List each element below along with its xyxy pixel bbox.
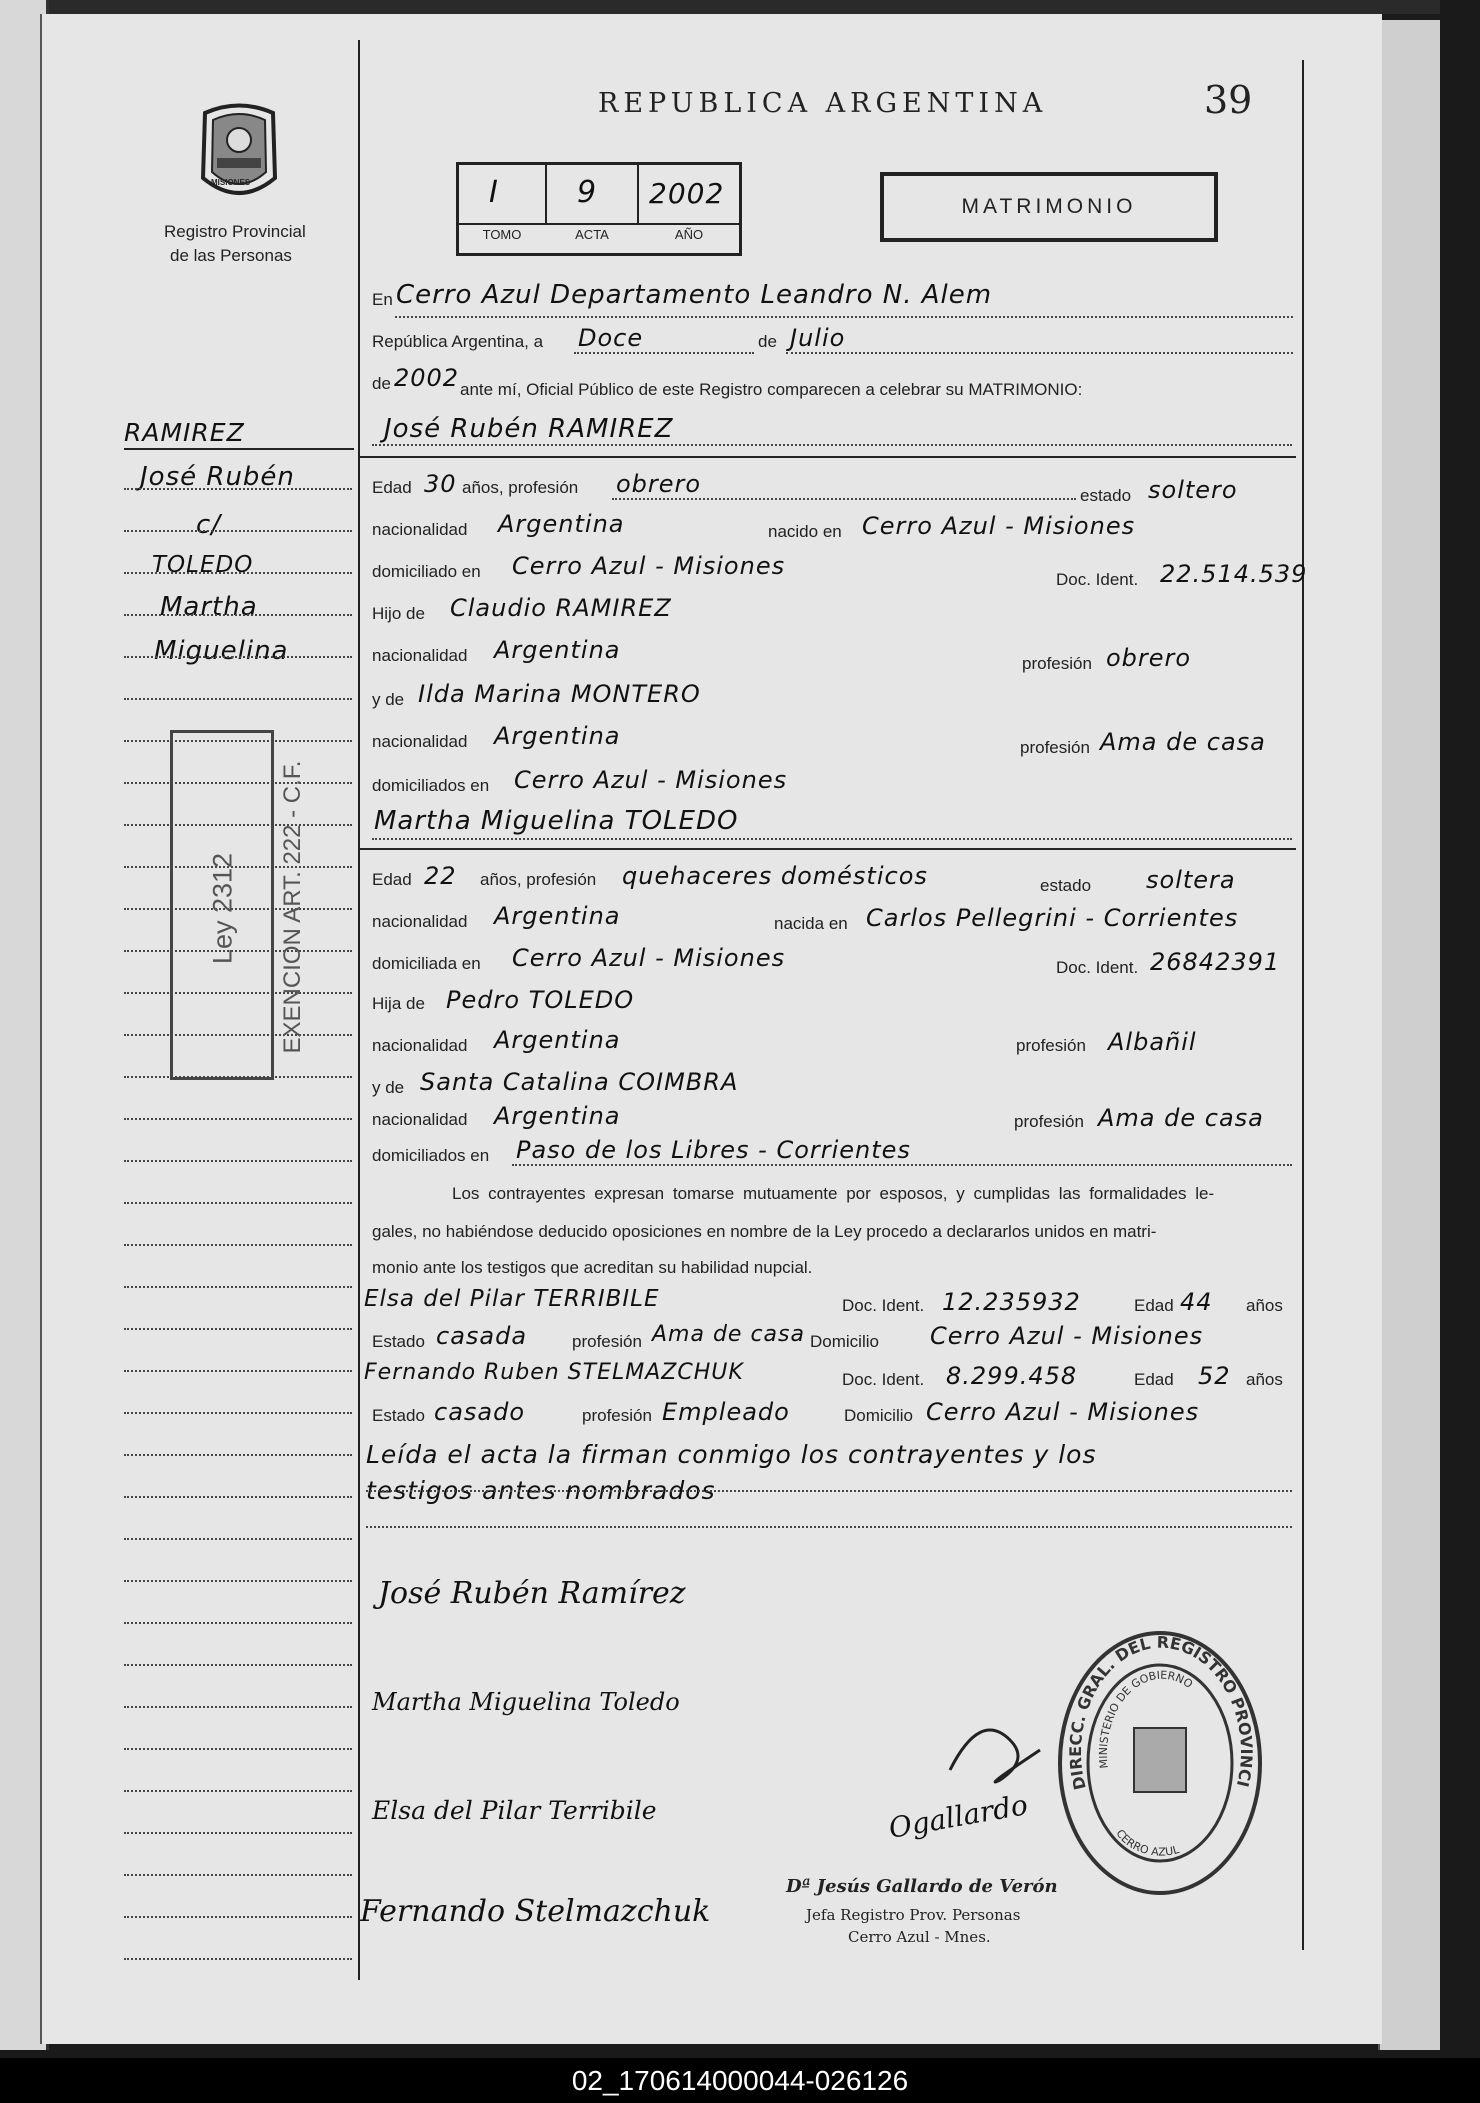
bride-father: Pedro TOLEDO xyxy=(446,986,635,1014)
seal-text: MISIONES xyxy=(211,178,251,187)
place-line xyxy=(395,316,1293,318)
margin-ruling-line xyxy=(124,530,352,532)
month-value: Julio xyxy=(790,324,846,352)
groom-mother-prof-label: profesión xyxy=(1020,738,1090,757)
registry-name-line1: Registro Provincial xyxy=(164,222,306,241)
doc-type-box: MATRIMONIO xyxy=(880,172,1218,242)
witness2-estado-label: Estado xyxy=(372,1406,425,1425)
groom-dom-label: domiciliado en xyxy=(372,562,481,581)
groom-signature: José Rubén Ramírez xyxy=(378,1576,686,1611)
page-title: REPUBLICA ARGENTINA xyxy=(598,88,1048,119)
groom-father-profession: obrero xyxy=(1106,644,1192,672)
margin-given-name: José Rubén xyxy=(140,462,295,492)
witness2-anos-label: años xyxy=(1246,1370,1283,1389)
groom-anos-label: años, profesión xyxy=(462,478,579,497)
groom-parents-dom-label: domiciliados en xyxy=(372,776,490,795)
official-stamp-line3: Cerro Azul - Mnes. xyxy=(848,1928,991,1946)
right-rule xyxy=(1302,60,1304,1950)
page-edge xyxy=(1378,20,1440,2050)
month-line xyxy=(786,352,1293,354)
margin-ruling-line xyxy=(124,1496,352,1498)
bride-nacida-label: nacida en xyxy=(774,914,848,933)
record-id-box xyxy=(456,162,742,256)
tomo-cell xyxy=(459,165,547,223)
bride-father-profession: Albañil xyxy=(1108,1028,1197,1056)
margin-ruling-line xyxy=(124,1748,352,1750)
round-stamp-bottom: CERRO AZUL xyxy=(1113,1827,1181,1859)
witness1-prof-label: profesión xyxy=(572,1332,642,1351)
witness1-edad-label: Edad xyxy=(1134,1296,1174,1315)
groom-age: 30 xyxy=(424,470,457,498)
margin-ruling-line xyxy=(124,1160,352,1162)
groom-section-rule xyxy=(360,456,1296,458)
bride-mother-profession: Ama de casa xyxy=(1098,1104,1264,1132)
bride-birthplace: Carlos Pellegrini - Corrientes xyxy=(866,904,1239,932)
de-label-2: de xyxy=(372,374,391,393)
bride-nat-label: nacionalidad xyxy=(372,912,468,931)
declaration-line3: monio ante los testigos que acreditan su habilidad nupcial. xyxy=(372,1258,813,1277)
margin-ruling-line xyxy=(124,1286,352,1288)
groom-mother-nat-label: nacionalidad xyxy=(372,732,468,751)
de-label: de xyxy=(758,332,777,351)
margin-rule-line xyxy=(124,448,354,450)
groom-name-line xyxy=(372,444,1292,446)
acta-label: ACTA xyxy=(575,227,609,242)
bride-mother-nat-label: nacionalidad xyxy=(372,1110,468,1129)
margin-surname: RAMIREZ xyxy=(124,418,245,447)
witness1-doc: 12.235932 xyxy=(942,1288,1081,1316)
margin-ruling-line xyxy=(124,1832,352,1834)
margin-conj: c/ xyxy=(196,510,222,540)
groom-father-nat-label: nacionalidad xyxy=(372,646,468,665)
bride-full-name: Martha Miguelina TOLEDO xyxy=(374,806,739,836)
bride-civil-status: soltera xyxy=(1146,866,1236,894)
groom-father: Claudio RAMIREZ xyxy=(450,594,672,622)
witness1-name: Elsa del Pilar TERRIBILE xyxy=(364,1286,660,1312)
margin-given-name3: Miguelina xyxy=(154,636,289,666)
witness1-domicile: Cerro Azul - Misiones xyxy=(930,1322,1204,1350)
groom-nat-label: nacionalidad xyxy=(372,520,468,539)
groom-estado-label: estado xyxy=(1080,486,1132,505)
margin-ruling-line xyxy=(124,1538,352,1540)
witness2-civil-status: casado xyxy=(434,1398,526,1426)
bride-parents-dom-label: domiciliados en xyxy=(372,1146,490,1165)
bride-signature: Martha Miguelina Toledo xyxy=(372,1688,680,1716)
round-stamp-outer: DIRECC. GRAL. DEL REGISTRO PROVINCI xyxy=(1065,1632,1257,1792)
witness1-profession: Ama de casa xyxy=(652,1322,805,1347)
groom-doc-label: Doc. Ident. xyxy=(1056,570,1139,589)
margin-ruling-line xyxy=(124,698,352,700)
bride-profession: quehaceres domésticos xyxy=(622,862,928,890)
round-stamp-inner: MINISTERIO DE GOBIERNO xyxy=(1096,1668,1195,1770)
margin-ruling-line xyxy=(124,1790,352,1792)
closing-line2: testigos antes nombrados xyxy=(366,1476,716,1505)
folio-number: 39 xyxy=(1204,78,1253,122)
margin-ruling-line xyxy=(124,614,352,616)
groom-edad-label: Edad xyxy=(372,478,412,497)
bride-mother-prof-label: profesión xyxy=(1014,1112,1084,1131)
witness1-anos-label: años xyxy=(1246,1296,1283,1315)
bride-age: 22 xyxy=(424,862,457,890)
bride-mother-nationality: Argentina xyxy=(494,1102,621,1130)
bride-dom-label: domiciliada en xyxy=(372,954,481,973)
registry-round-stamp xyxy=(1056,1628,1264,1898)
record-id-divider xyxy=(459,223,739,225)
provincial-seal xyxy=(195,98,283,208)
margin-ruling-line xyxy=(124,1412,352,1414)
bride-doc-label: Doc. Ident. xyxy=(1056,958,1139,977)
svg-text:CERRO AZUL xyxy=(1113,1827,1181,1859)
statement-text: ante mí, Oficial Público de este Registro comparecen a celebrar su MATRIMONIO: xyxy=(460,380,1083,399)
margin-ruling-line xyxy=(124,1706,352,1708)
bride-father-nat-label: nacionalidad xyxy=(372,1036,468,1055)
bride-domicile: Cerro Azul - Misiones xyxy=(512,944,786,972)
margin-ruling-line xyxy=(124,1580,352,1582)
closing-line-2-rule xyxy=(366,1526,1292,1528)
bride-anos-label: años, profesión xyxy=(480,870,597,889)
bride-father-prof-label: profesión xyxy=(1016,1036,1086,1055)
place-value: Cerro Azul Departamento Leandro N. Alem xyxy=(396,280,993,310)
groom-yde-label: y de xyxy=(372,690,405,709)
margin-ruling-line xyxy=(124,1370,352,1372)
groom-father-nationality: Argentina xyxy=(494,636,621,664)
margin-ruling-line xyxy=(124,1622,352,1624)
bride-mother: Santa Catalina COIMBRA xyxy=(420,1068,739,1096)
exemption-stamp xyxy=(170,730,306,1080)
bride-parents-dom-line xyxy=(512,1164,1292,1166)
groom-nationality: Argentina xyxy=(498,510,625,538)
groom-profession: obrero xyxy=(616,470,702,498)
witness2-age: 52 xyxy=(1198,1362,1231,1390)
year-value: 2002 xyxy=(394,364,460,392)
top-shadow xyxy=(40,0,1440,14)
official-signature: Ogallardo xyxy=(886,1788,1031,1845)
margin-ruling-line xyxy=(124,1244,352,1246)
groom-mother-profession: Ama de casa xyxy=(1100,728,1266,756)
exemption-stamp-line1: Ley 2312 xyxy=(207,852,238,965)
groom-mother-nationality: Argentina xyxy=(494,722,621,750)
declaration-line2: gales, no habiéndose deducido oposiciones en nombre de la Ley procedo a declararlos unidos en matri- xyxy=(372,1222,1157,1241)
day-value: Doce xyxy=(578,324,644,352)
official-signature-flourish xyxy=(940,1700,1060,1805)
groom-nacido-label: nacido en xyxy=(768,522,842,541)
bride-yde-label: y de xyxy=(372,1078,405,1097)
witness1-doc-label: Doc. Ident. xyxy=(842,1296,925,1315)
margin-ruling-line xyxy=(124,1202,352,1204)
bride-estado-label: estado xyxy=(1040,876,1092,895)
image-code-footer: 02_170614000044-026126 xyxy=(0,2058,1480,2103)
groom-full-name: José Rubén RAMIREZ xyxy=(384,414,674,444)
witness2-dom-label: Domicilio xyxy=(844,1406,913,1425)
groom-hijo-label: Hijo de xyxy=(372,604,425,623)
witness2-doc-label: Doc. Ident. xyxy=(842,1370,925,1389)
groom-parents-domicile: Cerro Azul - Misiones xyxy=(514,766,788,794)
witness2-signature: Fernando Stelmazchuk xyxy=(360,1894,711,1929)
groom-domicile: Cerro Azul - Misiones xyxy=(512,552,786,580)
official-stamp-line2: Jefa Registro Prov. Personas xyxy=(806,1906,1021,1924)
margin-ruling-line xyxy=(124,1328,352,1330)
margin-ruling-line xyxy=(124,1118,352,1120)
groom-birthplace: Cerro Azul - Misiones xyxy=(862,512,1136,540)
margin-surname2: TOLEDO xyxy=(152,552,254,578)
ano-label: AÑO xyxy=(674,227,704,242)
witness2-domicile: Cerro Azul - Misiones xyxy=(926,1398,1200,1426)
margin-ruling-line xyxy=(124,488,352,490)
official-stamp-line1: Dª Jesús Gallardo de Verón xyxy=(786,1876,1058,1897)
witness1-age: 44 xyxy=(1180,1288,1213,1316)
witness1-estado-label: Estado xyxy=(372,1332,425,1351)
witness1-civil-status: casada xyxy=(436,1322,528,1350)
republica-label: República Argentina, a xyxy=(372,332,544,351)
groom-civil-status: soltero xyxy=(1148,476,1238,504)
bride-name-line xyxy=(372,838,1292,840)
tomo-value: I xyxy=(489,175,499,210)
witness2-prof-label: profesión xyxy=(582,1406,652,1425)
margin-ruling-line xyxy=(124,572,352,574)
closing-line1: Leída el acta la firman conmigo los contrayentes y los xyxy=(366,1440,1097,1469)
bride-nationality: Argentina xyxy=(494,902,621,930)
bride-parents-domicile: Paso de los Libres - Corrientes xyxy=(516,1136,911,1164)
registry-name-line2: de las Personas xyxy=(170,246,292,265)
margin-rule xyxy=(358,40,360,1980)
bride-doc: 26842391 xyxy=(1150,948,1281,976)
groom-father-prof-label: profesión xyxy=(1022,654,1092,673)
day-line xyxy=(574,352,754,354)
groom-mother: Ilda Marina MONTERO xyxy=(418,680,701,708)
margin-ruling-line xyxy=(124,1916,352,1918)
witness1-signature: Elsa del Pilar Terribile xyxy=(372,1796,657,1825)
ano-value: 2002 xyxy=(649,177,725,210)
margin-ruling-line xyxy=(124,656,352,658)
bride-hija-label: Hija de xyxy=(372,994,425,1013)
closing-line-1-rule xyxy=(366,1490,1292,1492)
witness2-doc: 8.299.458 xyxy=(946,1362,1078,1390)
tomo-label: TOMO xyxy=(482,227,522,242)
bride-edad-label: Edad xyxy=(372,870,412,889)
witness2-profession: Empleado xyxy=(662,1398,790,1426)
acta-value: 9 xyxy=(577,175,598,210)
exemption-stamp-line2: EXENCION ART. 222 - C.F. xyxy=(279,760,306,1054)
en-label: En xyxy=(372,290,393,309)
margin-ruling-line xyxy=(124,1454,352,1456)
witness1-dom-label: Domicilio xyxy=(810,1332,879,1351)
bride-father-nationality: Argentina xyxy=(494,1026,621,1054)
bride-section-rule xyxy=(360,848,1296,850)
declaration-line1: Los contrayentes expresan tomarse mutuamente por esposos, y cumplidas las formalidades le- xyxy=(452,1184,1215,1203)
groom-profession-line xyxy=(612,498,1076,500)
margin-given-name2: Martha xyxy=(160,592,258,622)
witness2-name: Fernando Ruben STELMAZCHUK xyxy=(364,1360,744,1385)
groom-doc: 22.514.539 xyxy=(1160,560,1308,588)
margin-ruling-line xyxy=(124,1664,352,1666)
margin-ruling-line xyxy=(124,1958,352,1960)
witness2-edad-label: Edad xyxy=(1134,1370,1174,1389)
margin-ruling-line xyxy=(124,1874,352,1876)
